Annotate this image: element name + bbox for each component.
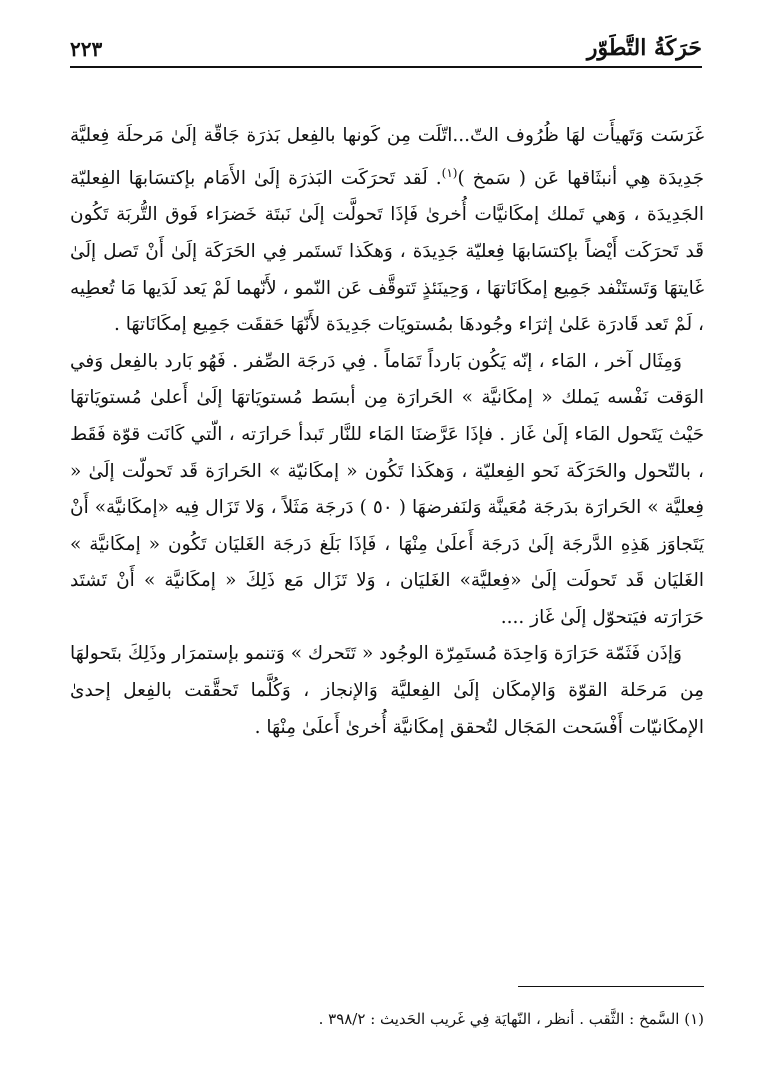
footnote-marker: (١) (684, 1010, 704, 1028)
page-number: ٢٢٣ (70, 37, 103, 61)
footnote (70, 1007, 704, 1031)
paragraph-text: غَرَسَت وَتَهيأَت لهَا ظُرُوف التّ...اتّلَت مِن كَونها بالفِعل بَذرَة جَاقّة إلَىٰ مَرحلَة فِعليَّة جَدِيدَة هِي أنبثَاقها عَن ( سَمخ ) (70, 125, 705, 189)
running-title: حَرَكَةُ التَّطَوّر (586, 35, 702, 61)
footnote-rule (518, 986, 704, 987)
footnote-reference: (١) (441, 165, 458, 180)
paragraph: وَإذَن فَثَمّة حَرَارَة وَاحِدَة مُستَمِرّة الوجُود « تَتَحرك » وَتنمو بإستمرَار وذَلِكَ بتَحولهَا مِن مَرحَلة القوّة وَالإمكَان إلَىٰ الفِعليَّة وَالإنجاز ، وَكُلَّما تَحقَّقت بالفِعل إحدىٰ الإمكَانيّات أَفْسَحت المَجَال لتُحقق إمكَانيَّة أُخرىٰ أَعلَىٰ مِنْهَا . (70, 643, 704, 738)
footnote-text: السَّمخ : الثَّقب . أنظر ، النّهايَة فِي غَريب الحَديث : ٣٩٨/٢ . (318, 1010, 680, 1028)
paragraph-text: . لَقد تَحرَكَت البَذرَة إلَىٰ الأَمَام بإكتسَابهَا الفِعليّة الجَدِيدَة ، وَهي تَملك إمكَانيَّات أُخرىٰ فَإذَا تَحولَّت إلَىٰ نَبتَة خَضرَاء فَوق التُّربَة تَكُون قَد تَحرَكَت أَيْضاً بإكتسَابهَا فِعليّة جَدِيدَة ، وَهكَذا تَستَمر فِي الحَرَكَة إلَىٰ أَنْ تَصل إلَىٰ غَايتهَا وَتَستَنْفد جَمِيع إمكَانَاتهَا ، وَحِينَئذٍ تَتوقَّف عَن النّمو ، لأَنّهما لَمْ يَعد لَدَيها مَا تُعطِيه ، لَمْ تَعد قَادرَة عَلىٰ إثرَاء وجُودهَا بمُستويَات جَدِيدَة لأَنّهَا حَققَت جَمِيع إمكَانَاتهَا . (70, 167, 704, 336)
main-text (70, 118, 704, 746)
running-header (70, 30, 702, 70)
paragraph (70, 118, 704, 344)
header-rule (70, 66, 702, 68)
paragraph: وَمِثَال آخر ، المَاء ، إنّه يَكُون بَارداً تَمَاماً . فِي دَرجَة الصِّفر . فَهُو بَارد بالفِعل وَفي الوَقت نَفْسه يَملك « إمكَانيَّة » الحَرارَة مِن أبسَط مُستويَاتهَا إلَىٰ أَعلىٰ مُستويَاتهَا حَيْث يَتَحول المَاء إلَىٰ غَاز . فإذَا عَرَّضنَا المَاء للنَّار تَبدأ حَرارَته ، الّتي كَانَت قوّة فَقَط ، بالتّحول والحَرَكَة نَحو الفِعليّة ، وَهكَذا تَكُون « إمكَانيّة » الحَرارَة قَد تَحولّت إلَىٰ « فِعليَّة » الحَرارَة بدَرجَة مُعَينَّة وَلنَفرضهَا ( ٥٠ ) دَرجَة مَثَلاً ، وَلا تَزَال فِيه «إمكَانيَّة» أَنْ يَتَجاوَز هَذِهِ الدَّرجَة إلَىٰ دَرجَة أَعلَىٰ مِنْهَا ، فَإذَا بَلَغ دَرجَة الغَليَان تَكُون « إمكَانيَّة » الغَليَان قَد تَحولَت إلَىٰ «فِعليَّة» الغَليَان ، وَلا تَزَال مَع ذَلِكَ « إمكَانيَّة » أَنْ تَشتَد حَرَارَته فيَتحوّل إلَىٰ غَاز .... (70, 350, 704, 628)
